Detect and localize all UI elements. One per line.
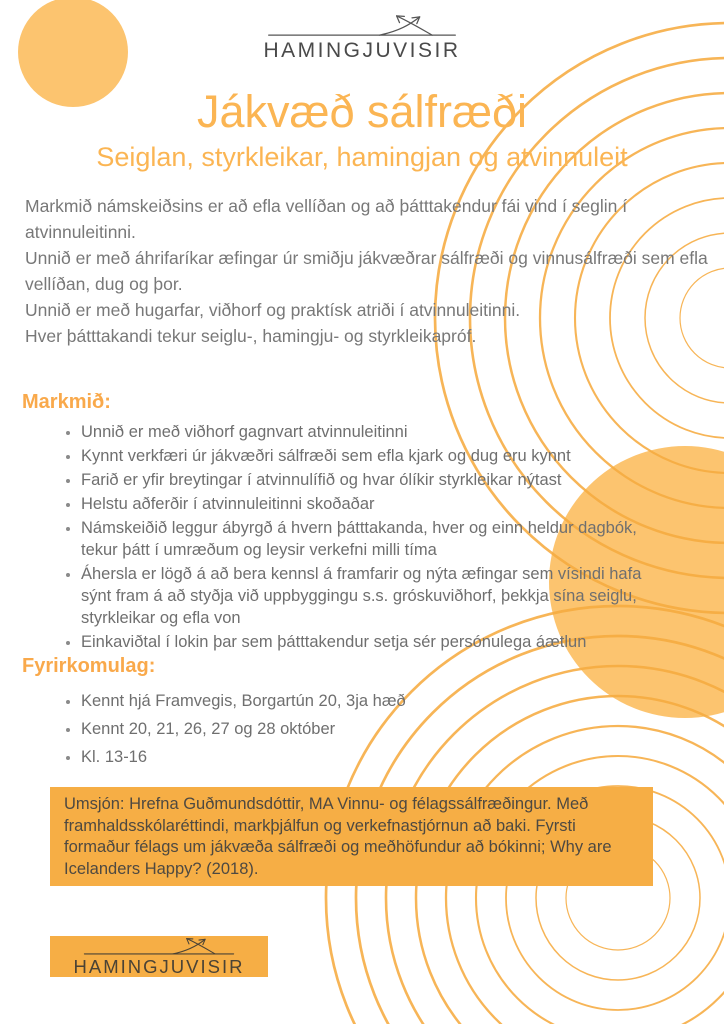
intro-paragraph: Unnið er með áhrifaríkar æfingar úr smiðju jákvæðrar sálfræði og vinnusálfræði sem efla vellíðan, dug og þor. bbox=[25, 248, 708, 294]
list-item: • Námskeiðið leggur ábyrgð á hvern þátttakanda, hver og einn heldur dagbók, tekur þátt í umræðum og leysir verkefni milli tíma bbox=[81, 517, 663, 561]
list-item: • Einkaviðtal í lokin þar sem þátttakendur setja sér persónulega áætlun bbox=[81, 631, 663, 653]
arrow-swoosh-icon bbox=[264, 14, 460, 39]
footer-logo-box bbox=[50, 936, 268, 977]
intro-paragraph: Hver þátttakandi tekur seiglu-, hamingju- og styrkleikapróf. bbox=[25, 326, 477, 346]
supervisor-box bbox=[50, 787, 653, 886]
fyrirkomulag-bullet-list bbox=[64, 690, 663, 774]
list-item: • Kennt 20, 21, 26, 27 og 28 október bbox=[81, 718, 663, 740]
supervisor-text: Umsjón: Hrefna Guðmundsdóttir, MA Vinnu- og félagssálfræðingur. Með framhaldsskólaréttindi, markþjálfun og verkefnastjórnun að baki. Fyrsti formaður félags um jákvæða sálfræði og meðhöfundur að bókinni; Why are Icelanders Happy? (2018). bbox=[64, 795, 612, 878]
intro-paragraph: Unnið er með hugarfar, viðhorf og praktísk atriði í atvinnuleitinni. bbox=[25, 300, 521, 320]
markmid-bullet-list bbox=[64, 421, 663, 655]
list-item: • Farið er yfir breytingar í atvinnulífið og hvar ólíkir styrkleikar nýtast bbox=[81, 469, 663, 491]
brand-logo bbox=[257, 14, 467, 63]
list-item: • Kennt hjá Framvegis, Borgartún 20, 3ja hæð bbox=[81, 690, 663, 712]
intro-paragraph: Markmið námskeiðsins er að efla vellíðan og að þátttakendur fái vind í seglin í atvinnuleitinni. bbox=[25, 196, 628, 242]
arrow-swoosh-icon bbox=[71, 937, 247, 957]
list-item: • Helstu aðferðir í atvinnuleitinni skoðaðar bbox=[81, 493, 663, 515]
section-heading-fyrirkomulag: Fyrirkomulag: bbox=[22, 655, 156, 677]
intro-paragraphs bbox=[25, 193, 713, 349]
list-item: • Áhersla er lögð á að bera kennsl á framfarir og nýta æfingar sem vísindi hafa sýnt fram á að styðja við uppbyggingu s.s. gróskuviðhorf, þekkja sína seiglu, styrkleikar og efla von bbox=[81, 563, 663, 629]
brand-name: HAMINGJUVISIR bbox=[263, 39, 461, 62]
section-heading-markmid: Markmið: bbox=[22, 391, 111, 413]
list-item: • Kynnt verkfæri úr jákvæðri sálfræði sem efla kjark og dug eru kynnt bbox=[81, 445, 663, 467]
brand-name: HAMINGJUVISIR bbox=[73, 956, 245, 977]
list-item: • Kl. 13-16 bbox=[81, 746, 663, 768]
list-item: • Unnið er með viðhorf gagnvart atvinnuleitinni bbox=[81, 421, 663, 443]
page-subtitle: Seiglan, styrkleikar, hamingjan og atvinnuleit bbox=[96, 142, 628, 172]
page-title: Jákvæð sálfræði bbox=[196, 86, 528, 137]
